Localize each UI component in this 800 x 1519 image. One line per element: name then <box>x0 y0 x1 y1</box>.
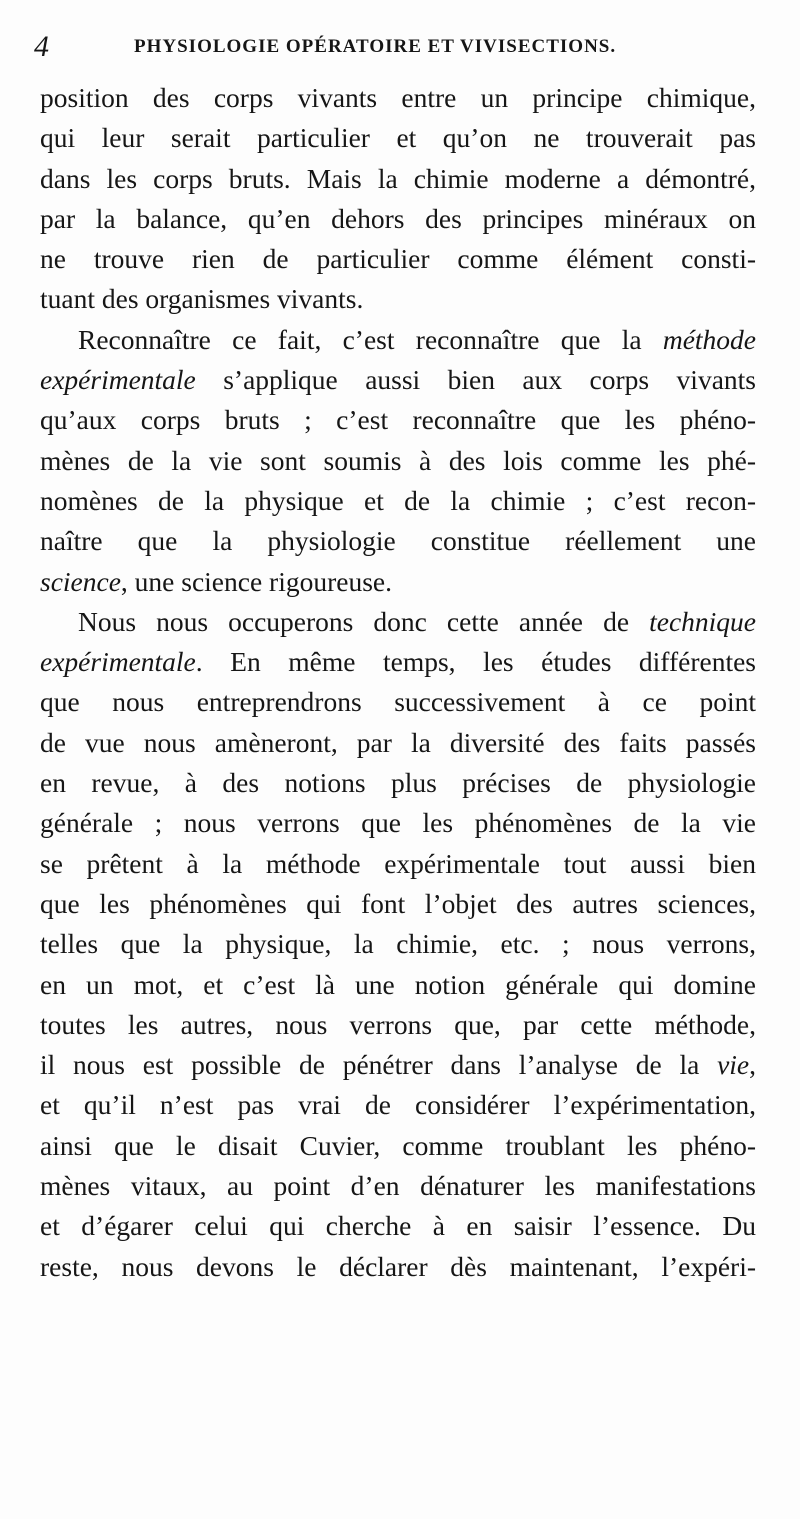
text-line: science, une science rigoureuse. <box>40 565 392 597</box>
paragraph-2 <box>40 320 756 602</box>
italic-term: expérimentale <box>40 364 196 396</box>
paragraph-3 <box>40 602 756 1287</box>
text-line: se prêtent à la méthode expérimentale tout aussi bien <box>40 847 756 879</box>
text-line: expérimentale s’applique aussi bien aux corps vivants <box>40 364 756 396</box>
text-line: mènes vitaux, au point d’en dénaturer les manifestations <box>40 1170 756 1202</box>
text-line: et qu’il n’est pas vrai de considérer l’expérimentation, <box>40 1089 756 1121</box>
text-line: tuant des organismes vivants. <box>40 283 364 315</box>
text-line: telles que la physique, la chimie, etc. ; nous verrons, <box>40 928 756 960</box>
italic-term: vie <box>717 1049 750 1081</box>
text-line: expérimentale. En même temps, les études différentes <box>40 646 756 678</box>
page-header <box>34 30 754 70</box>
text-line: dans les corps bruts. Mais la chimie moderne a démontré, <box>40 162 756 194</box>
text-line: que nous entreprendrons successivement à ce point <box>40 686 756 718</box>
text-line: de vue nous amèneront, par la diversité des faits passés <box>40 726 756 758</box>
text-line: ainsi que le disait Cuvier, comme troublant les phéno- <box>40 1129 756 1161</box>
text-line: position des corps vivants entre un principe chimique, <box>40 82 756 113</box>
italic-term: science <box>40 565 121 597</box>
text-line: Reconnaître ce fait, c’est reconnaître que la méthode <box>78 323 756 355</box>
text-line: nomènes de la physique et de la chimie ; c’est recon- <box>40 484 756 516</box>
text-line: naître que la physiologie constitue réellement une <box>40 525 756 557</box>
text-line: générale ; nous verrons que les phénomènes de la vie <box>40 807 756 839</box>
italic-term: méthode <box>662 323 756 355</box>
text-line: que les phénomènes qui font l’objet des autres sciences, <box>40 887 756 919</box>
text-line: qui leur serait particulier et qu’on ne trouverait pas <box>40 122 756 154</box>
text-line: reste, nous devons le déclarer dès maintenant, l’expéri- <box>40 1250 756 1282</box>
text-line: en un mot, et c’est là une notion générale qui domine <box>40 968 756 1000</box>
text-line: qu’aux corps bruts ; c’est reconnaître que les phéno- <box>40 404 756 436</box>
italic-term: expérimentale <box>40 646 196 678</box>
paragraph-1 <box>40 78 756 320</box>
italic-term: technique <box>649 605 756 637</box>
text-line: mènes de la vie sont soumis à des lois comme les phé- <box>40 444 756 476</box>
text-line: il nous est possible de pénétrer dans l’analyse de la vie, <box>40 1049 756 1081</box>
running-head: PHYSIOLOGIE OPÉRATOIRE ET VIVISECTIONS. <box>134 36 617 57</box>
text-line: et d’égarer celui qui cherche à en saisir l’essence. Du <box>40 1210 756 1242</box>
text-line: par la balance, qu’en dehors des principes minéraux on <box>40 202 756 234</box>
page-number: 4 <box>34 30 49 63</box>
text-line: en revue, à des notions plus précises de physiologie <box>40 767 756 799</box>
text-line: toutes les autres, nous verrons que, par cette méthode, <box>40 1008 756 1040</box>
body-text <box>40 78 756 1287</box>
text-line: Nous nous occuperons donc cette année de technique <box>78 605 756 637</box>
text-line: ne trouve rien de particulier comme élément consti- <box>40 243 756 275</box>
